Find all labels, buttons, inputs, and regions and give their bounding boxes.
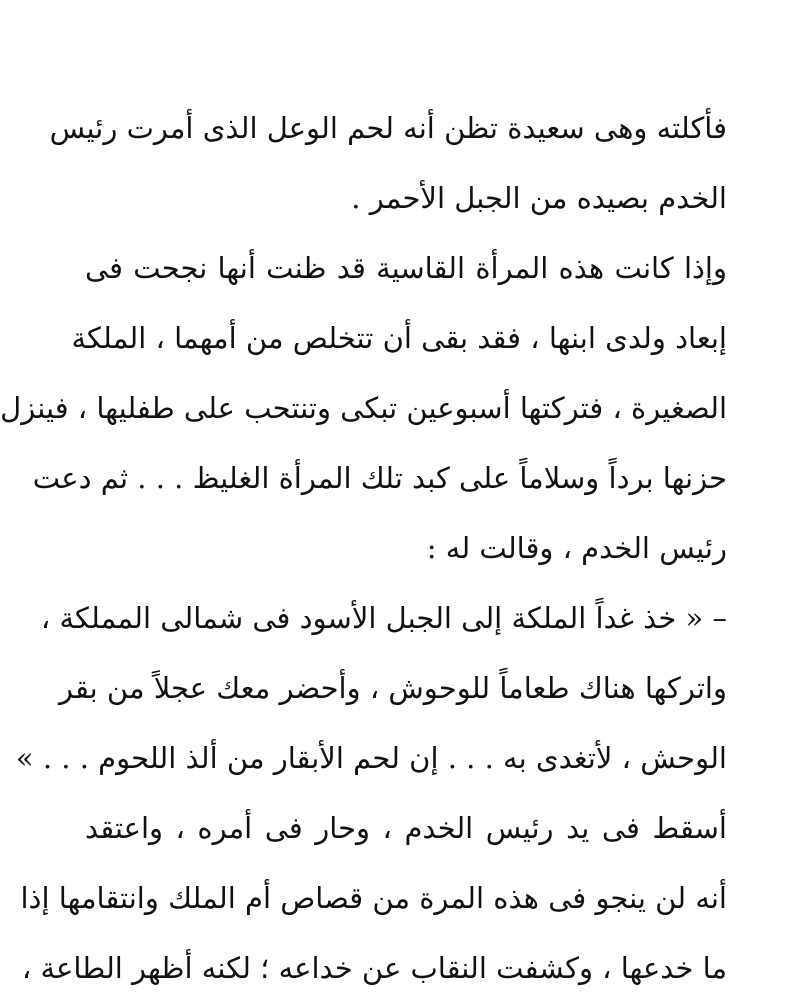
text-line-13: ما خدعها ، وكشفت النقاب عن خداعه ؛ لكنه أظهر الطاعة ، xyxy=(21,951,727,985)
text-line-2: الخدم بصيده من الجبل الأحمر . xyxy=(351,181,727,215)
text-line-11: أسقط فى يد رئيس الخدم ، وحار فى أمره ، واعتقد xyxy=(85,811,727,845)
text-line-6: حزنها برداً وسلاماً على كبد تلك المرأة الغليظ . . . ثم دعت xyxy=(32,461,727,495)
text-line-8: – « خذ غداً الملكة إلى الجبل الأسود فى شمالى المملكة ، xyxy=(40,601,727,635)
text-line-12: أنه لن ينجو فى هذه المرة من قصاص أم الملك وانتقامها إذا xyxy=(20,881,727,915)
text-line-7: رئيس الخدم ، وقالت له : xyxy=(426,531,727,565)
text-line-3: وإذا كانت هذه المرأة القاسية قد ظنت أنها نجحت فى xyxy=(85,251,727,285)
text-line-9: واتركها هناك طعاماً للوحوش ، وأحضر معك عجلاً من بقر xyxy=(58,671,727,705)
text-line-5: الصغيرة ، فتركتها أسبوعين تبكى وتنتحب على طفليها ، فينزل xyxy=(0,391,727,425)
text-line-1: فأكلته وهى سعيدة تظن أنه لحم الوعل الذى أمرت رئيس xyxy=(49,111,727,145)
text-line-4: إبعاد ولدى ابنها ، فقد بقى أن تتخلص من أمهما ، الملكة xyxy=(71,321,727,355)
text-line-10: الوحش ، لأتغدى به . . . إن لحم الأبقار من ألذ اللحوم . . . » xyxy=(15,741,727,775)
